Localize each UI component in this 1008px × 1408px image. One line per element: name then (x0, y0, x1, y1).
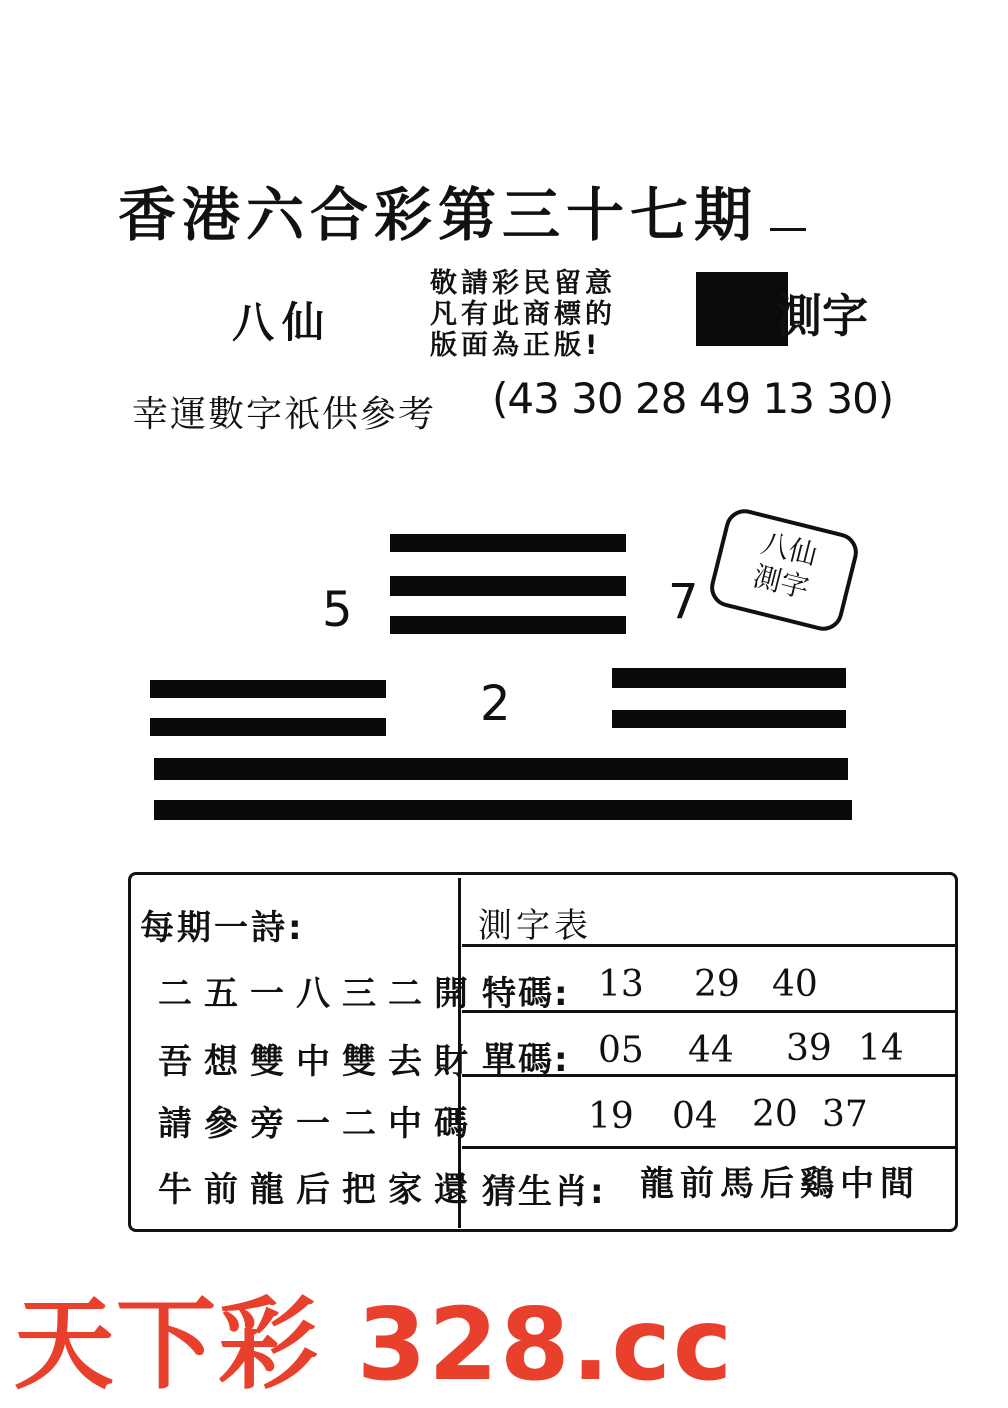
extra-number: 37 (822, 1094, 868, 1135)
notice-line: 凡有此商標的 (430, 299, 616, 330)
notice-line: 版面為正版! (430, 330, 602, 361)
poem-line: 請參旁一二中碼 (158, 1104, 480, 1144)
hexagram-bar (390, 616, 626, 634)
brand-text: 測字 (776, 289, 868, 343)
hexagram-bar (390, 534, 626, 552)
hexagram-bar (154, 800, 852, 820)
single-numbers-label: 單碼: (482, 1040, 570, 1080)
lucky-numbers-label: 幸運數字祇供參考 (132, 394, 437, 435)
poem-heading: 每期一詩: (140, 908, 305, 948)
single-number: 05 (598, 1030, 644, 1071)
special-number: 29 (694, 964, 740, 1005)
hexagram-bar (150, 680, 386, 698)
site-watermark: 天下彩 328.cc (14, 1286, 735, 1403)
special-number: 40 (772, 964, 818, 1005)
hexagram-number-center: 2 (480, 676, 511, 732)
extra-number: 20 (752, 1094, 798, 1135)
zodiac-value: 龍前馬后鷄中間 (640, 1164, 920, 1204)
zodiac-label: 猜生肖: (482, 1172, 606, 1212)
extra-number: 19 (588, 1096, 634, 1137)
notice-line: 敬請彩民留意 (430, 268, 616, 299)
brand-stamp (706, 505, 862, 635)
poem-line: 二五一八三二開 (158, 974, 480, 1014)
stamp-line: 測字 (749, 559, 813, 605)
single-number: 14 (858, 1028, 904, 1069)
page-title: 香港六合彩第三十七期 (118, 181, 759, 249)
authenticity-notice (430, 268, 616, 361)
hexagram-bar (150, 718, 386, 736)
hexagram-number-left: 5 (322, 582, 353, 638)
special-numbers-label: 特碼: (482, 974, 570, 1014)
hexagram-bar (390, 576, 626, 596)
special-number: 13 (598, 964, 644, 1005)
lucky-numbers: (43 30 28 49 13 30) (492, 374, 894, 423)
title-underline (770, 228, 806, 231)
table-title: 測字表 (478, 906, 592, 946)
stamp-line: 八仙 (758, 526, 821, 572)
subtitle: 八仙 (232, 298, 333, 347)
hexagram-bar (612, 710, 846, 728)
poem-line: 吾想雙中雙去財 (158, 1042, 480, 1082)
hexagram-bar (612, 668, 846, 688)
poem-line: 牛前龍后把家還 (158, 1170, 480, 1210)
table-rule (462, 1146, 956, 1149)
hexagram-number-right: 7 (668, 574, 699, 630)
single-number: 39 (786, 1028, 832, 1069)
extra-number: 04 (672, 1096, 718, 1137)
single-number: 44 (688, 1030, 734, 1071)
hexagram-bar (154, 758, 848, 780)
brand-logo-block (696, 272, 788, 346)
